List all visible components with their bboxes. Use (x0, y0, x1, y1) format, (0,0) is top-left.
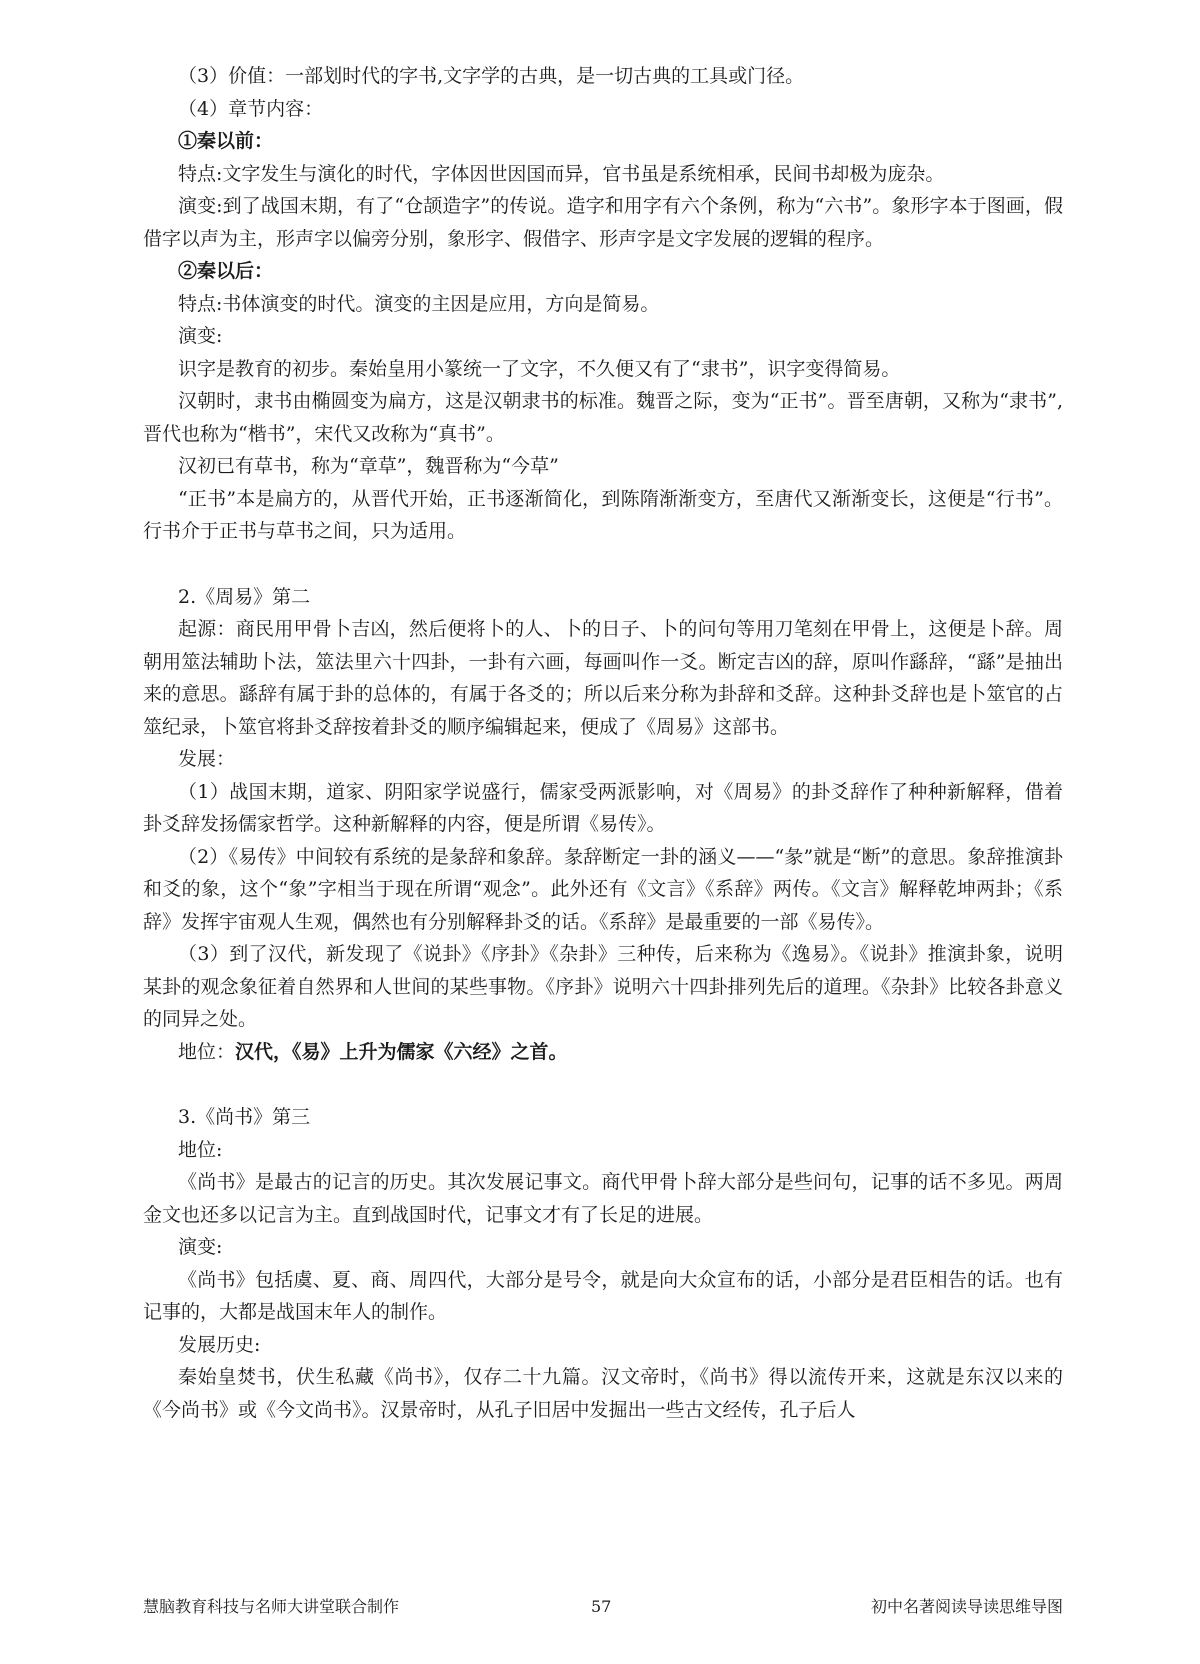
zhouyi-development-item: （3）到了汉代，新发现了《说卦》《序卦》《杂卦》三种传，后来称为《逸易》。《说卦》推演卦象，说明某卦的观念象征着自然界和人世间的某些事物。《序卦》说明六十四卦排列先后的道理。《杂卦》比较各卦意义的同异之处。 (143, 943, 1063, 1030)
zhouyi-status (143, 1036, 1063, 1069)
shangshu-history-label: 发展历史: (178, 1333, 261, 1356)
zhouyi-status-text: 汉代，《易》上升为儒家《六经》之首。 (235, 1040, 568, 1063)
shangshu-history: 秦始皇焚书，伏生私藏《尚书》，仅存二十九篇。汉文帝时，《尚书》得以流传开来，这就是东汉以来的《今尚书》或《今文尚书》。汉景帝时，从孔子旧居中发掘出一些古文经传，孔子后人 (143, 1366, 1063, 1421)
before-qin-heading: ①秦以前： (178, 130, 274, 152)
section-spacer (143, 548, 1063, 581)
shangshu-status-label: 地位: (178, 1138, 223, 1161)
page-number: 57 (591, 1597, 612, 1616)
before-qin-features: 特点:文字发生与演化的时代，字体因世因国而异，官书虽是系统相承，民间书却极为庞杂。 (178, 162, 945, 185)
footer-producer: 慧脑教育科技与名师大讲堂联合制作 (143, 1597, 400, 1616)
section-spacer (143, 1068, 1063, 1101)
zhouyi-development-item: （2）《易传》中间较有系统的是彖辞和象辞。彖辞断定一卦的涵义——“彖”就是“断”的意思。象辞推演卦和爻的象，这个“象”字相当于现在所谓“观念”。此外还有《文言》《系辞》两传。《文言》解释乾坤两卦；《系辞》发挥宇宙观人生观，偶然也有分别解释卦爻的话。《系辞》是最重要的一部《易传》。 (143, 845, 1063, 933)
footer-series-title: 初中名著阅读导读思维导图 (870, 1597, 1063, 1616)
after-qin-evolution-label: 演变: (178, 325, 223, 347)
shangshu-evolution: 《尚书》包括虞、夏、商、周四代，大部分是号令，就是向大众宣布的话，小部分是君臣相告的话。也有记事的，大都是战国末年人的制作。 (143, 1268, 1063, 1323)
chapters-heading: （4）章节内容： (178, 97, 324, 120)
after-qin-paragraph: 汉朝时，隶书由椭圆变为扁方，这是汉朝隶书的标准。魏晋之际，变为“正书”。晋至唐朝，又称为“隶书”,晋代也称为“楷书”，宋代又改称为“真书”。 (143, 390, 1063, 445)
zhouyi-development-label: 发展： (178, 748, 236, 770)
shangshu-status: 《尚书》是最古的记言的历史。其次发展记事文。商代甲骨卜辞大部分是些问句，记事的话不多见。两周金文也还多以记言为主。直到战国时代，记事文才有了长足的进展。 (143, 1171, 1063, 1226)
shangshu-title: 3.《尚书》第三 (178, 1106, 311, 1128)
after-qin-paragraph: 识字是教育的初步。秦始皇用小篆统一了文字，不久便又有了“隶书”，识字变得简易。 (178, 357, 901, 380)
document-page (143, 60, 1063, 1426)
page-footer (143, 1594, 1063, 1620)
zhouyi-development-item: （1）战国末期，道家、阴阳家学说盛行，儒家受两派影响，对《周易》的卦爻辞作了种种新解释，借着卦爻辞发扬儒家哲学。这种新解释的内容，便是所谓《易传》。 (143, 780, 1063, 835)
zhouyi-status-label: 地位： (178, 1040, 236, 1063)
value-line: （3）价值：一部划时代的字书,文字学的古典，是一切古典的工具或门径。 (178, 65, 805, 87)
after-qin-paragraph: “正书”本是扁方的，从晋代开始，正书逐渐简化，到陈隋渐渐变方，至唐代又渐渐变长，这便是“行书”。行书介于正书与草书之间，只为适用。 (143, 487, 1063, 542)
after-qin-heading: ②秦以后： (178, 260, 274, 282)
after-qin-features: 特点:书体演变的时代。演变的主因是应用，方向是简易。 (178, 292, 660, 315)
shangshu-evolution-label: 演变: (178, 1236, 223, 1258)
zhouyi-title: 2.《周易》第二 (178, 585, 311, 608)
after-qin-paragraph: 汉初已有草书，称为“章草”，魏晋称为“今草” (178, 455, 559, 477)
zhouyi-origin: 起源：商民用甲骨卜吉凶，然后便将卜的人、卜的日子、卜的问句等用刀笔刻在甲骨上，这便是卜辞。周朝用筮法辅助卜法，筮法里六十四卦，一卦有六画，每画叫作一爻。断定吉凶的辞，原叫作繇辞，“繇”是抽出来的意思。繇辞有属于卦的总体的，有属于各爻的；所以后来分称为卦辞和爻辞。这种卦爻辞也是卜筮官的占筮纪录，卜筮官将卦爻辞按着卦爻的顺序编辑起来，便成了《周易》这部书。 (143, 618, 1063, 738)
before-qin-evolution: 演变:到了战国末期，有了“仓颉造字”的传说。造字和用字有六个条例，称为“六书”。象形字本于图画，假借字以声为主，形声字以偏旁分别，象形字、假借字、形声字是文字发展的逻辑的程序。 (143, 195, 1063, 250)
